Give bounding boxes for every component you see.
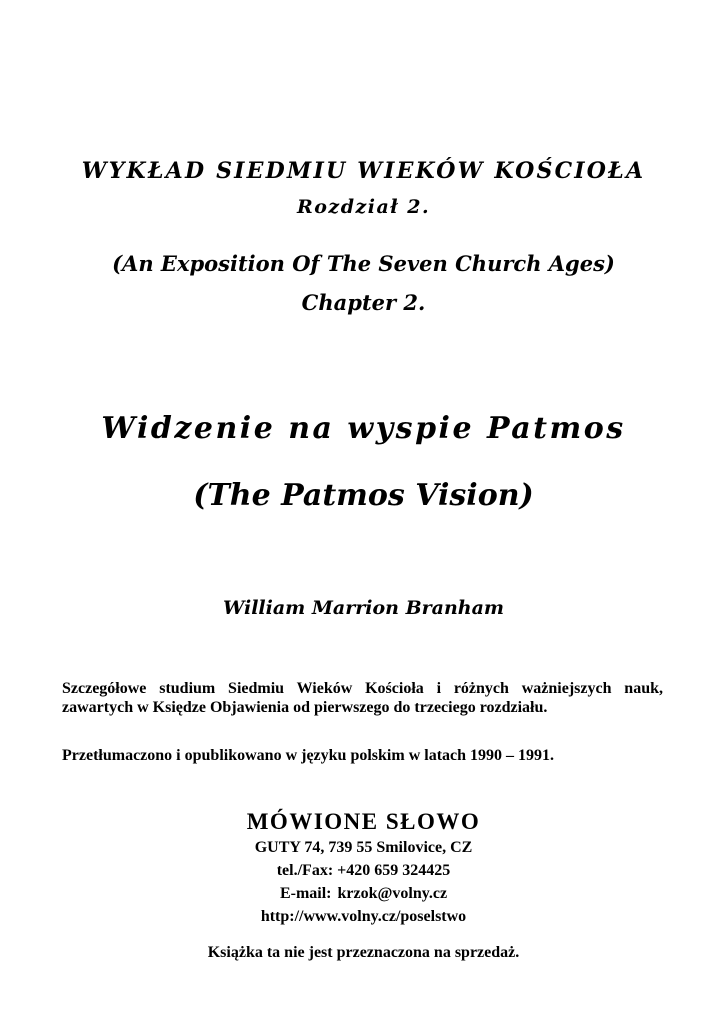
main-title-polish: Widzenie na wyspie Patmos [101, 411, 626, 446]
publisher-name: MÓWIONE SŁOWO [246, 809, 481, 834]
translation-note: Przetłumaczono i opublikowano w języku polskim w latach 1990 – 1991. [62, 747, 555, 764]
chapter-label-polish: Rozdział 2. [296, 196, 431, 218]
description-paragraph: Szczegółowe studium Siedmiu Wieków Kościoła i różnych ważniejszych nauk, zawartych w Księdze Objawienia od pierwszego do trzeciego rozdziału. [62, 680, 663, 716]
author-name: William Marrion Branham [222, 597, 504, 619]
not-for-sale-note: Książka ta nie jest przeznaczona na sprzedaż. [207, 944, 520, 961]
publisher-url: http://www.volny.cz/poselstwo [260, 908, 467, 925]
publisher-phone: tel./Fax: +420 659 324425 [276, 862, 451, 879]
series-title-english: (An Exposition Of The Seven Church Ages) [112, 251, 615, 276]
main-title-english: (The Patmos Vision) [193, 478, 534, 513]
chapter-label-english: Chapter 2. [301, 290, 426, 315]
publisher-address: GUTY 74, 739 55 Smilovice, CZ [254, 839, 473, 856]
publisher-email: E-mail: krzok@volny.cz [279, 885, 448, 902]
series-title-polish: WYKŁAD SIEDMIU WIEKÓW KOŚCIOŁA [81, 158, 646, 184]
